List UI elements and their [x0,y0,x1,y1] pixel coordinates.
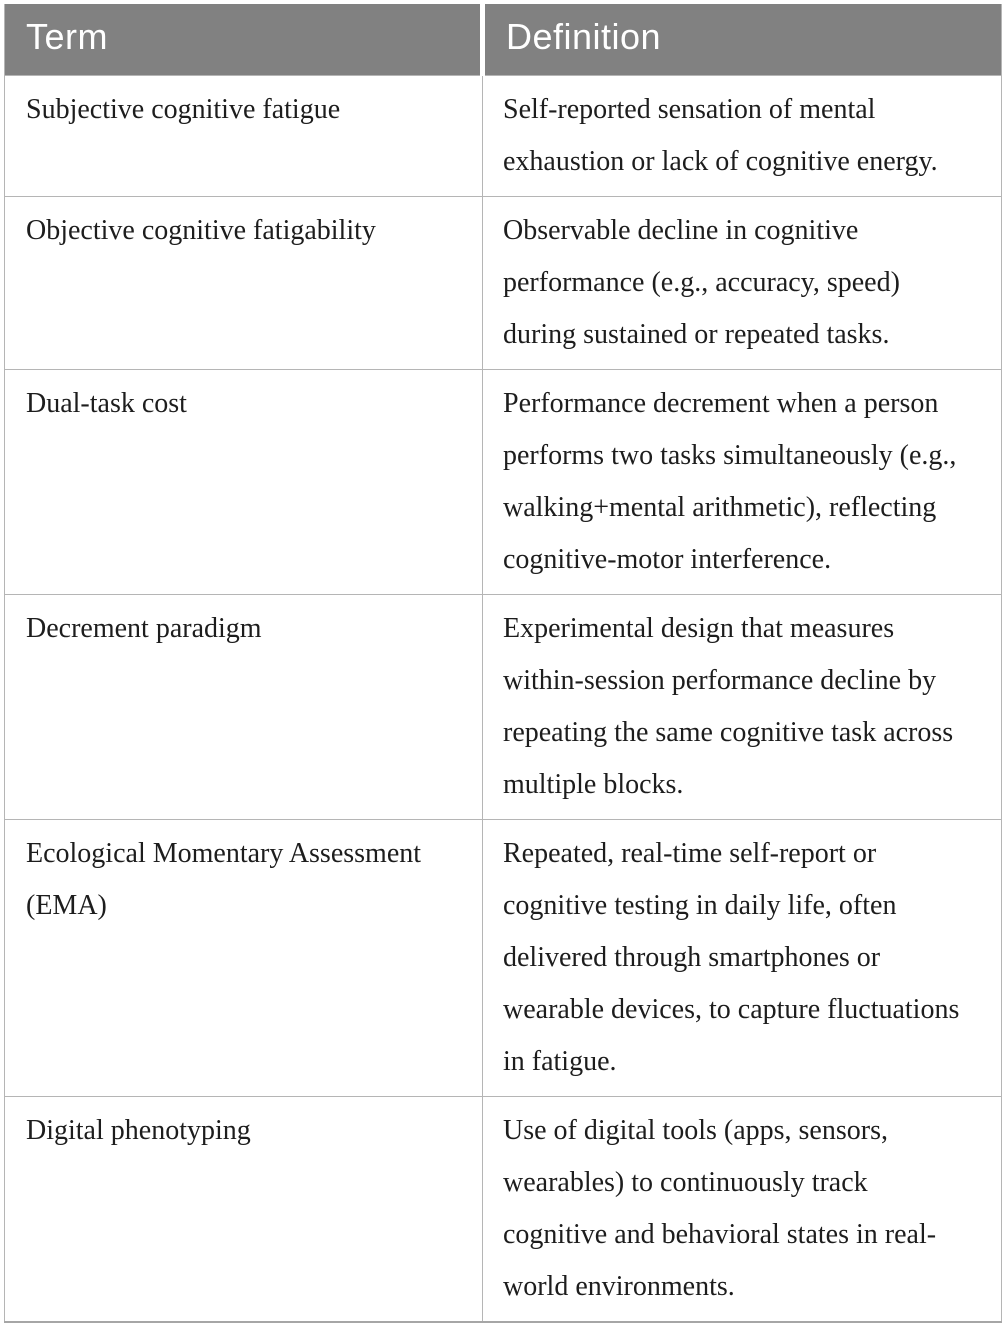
column-header-term: Term [5,4,483,75]
term-cell: Decrement paradigm [5,594,483,819]
table-row [5,819,1002,1096]
column-header-definition: Definition [483,4,1002,75]
table-row [5,75,1002,196]
term-cell: Digital phenotyping [5,1096,483,1322]
term-cell: Ecological Momentary Assessment (EMA) [5,819,483,1096]
definition-cell: Experimental design that measures within-session performance decline by repeating the same cognitive task across multiple blocks. [483,594,1002,819]
glossary-table [4,4,1002,1323]
glossary-table-body [5,75,1002,1322]
term-cell: Subjective cognitive fatigue [5,75,483,196]
table-row [5,369,1002,594]
table-row [5,594,1002,819]
definition-cell: Repeated, real-time self-report or cognitive testing in daily life, often delivered through smartphones or wearable devices, to capture fluctuations in fatigue. [483,819,1002,1096]
table-row [5,196,1002,369]
term-cell: Dual-task cost [5,369,483,594]
header-row [5,4,1002,75]
table-row [5,1096,1002,1322]
definition-cell: Self-reported sensation of mental exhaustion or lack of cognitive energy. [483,75,1002,196]
definition-cell: Performance decrement when a person performs two tasks simultaneously (e.g., walking+mental arithmetic), reflecting cognitive-motor interference. [483,369,1002,594]
definition-cell: Observable decline in cognitive performance (e.g., accuracy, speed) during sustained or repeated tasks. [483,196,1002,369]
term-cell: Objective cognitive fatigability [5,196,483,369]
definition-cell: Use of digital tools (apps, sensors, wearables) to continuously track cognitive and behavioral states in real-world environments. [483,1096,1002,1322]
